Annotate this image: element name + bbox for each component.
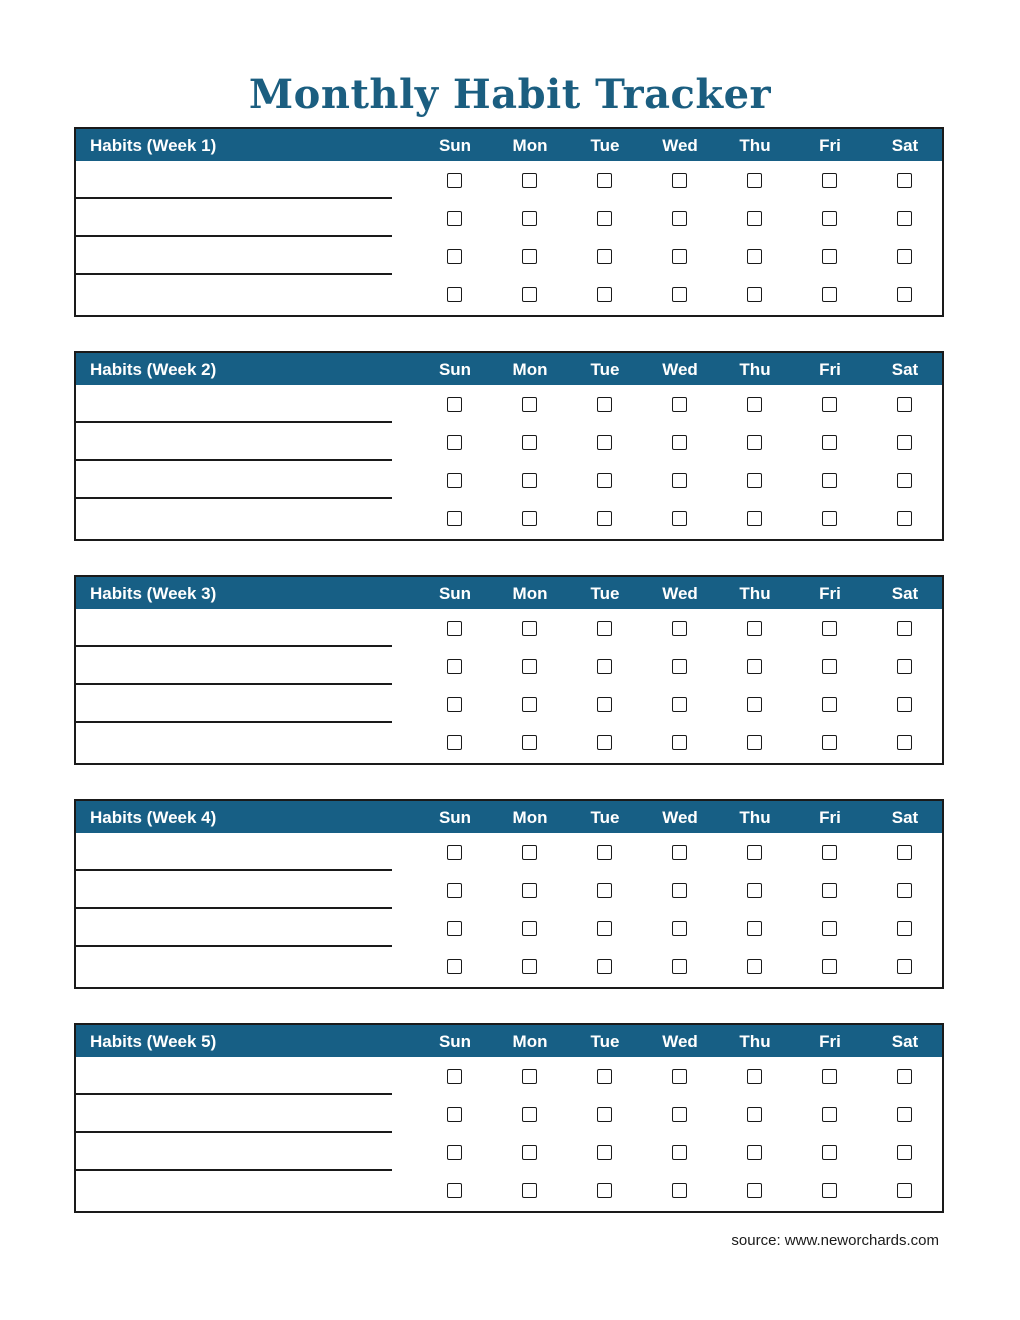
checkbox-sat[interactable] [897,287,912,302]
checkbox-sat[interactable] [897,735,912,750]
checkbox-fri[interactable] [822,845,837,860]
checkbox-sun[interactable] [447,621,462,636]
checkbox-tue[interactable] [597,1069,612,1084]
checkbox-sat[interactable] [897,659,912,674]
checkbox-wed[interactable] [672,735,687,750]
checkbox-wed[interactable] [672,621,687,636]
checkbox-wed[interactable] [672,921,687,936]
checkbox-wed[interactable] [672,211,687,226]
checkbox-mon[interactable] [522,735,537,750]
habit-row [76,423,942,461]
checkbox-wed[interactable] [672,1183,687,1198]
checkbox-tue[interactable] [597,845,612,860]
checkbox-wed[interactable] [672,249,687,264]
checkbox-fri[interactable] [822,173,837,188]
checkbox-fri[interactable] [822,735,837,750]
checkbox-thu[interactable] [747,697,762,712]
habit-row [76,609,942,647]
checkbox-thu[interactable] [747,621,762,636]
day-label-sun: Sun [438,136,472,155]
source-note: source: www.neworchards.com [731,1232,939,1249]
checkbox-sat[interactable] [897,473,912,488]
habit-row [76,723,942,763]
week-table [74,575,944,765]
checkbox-sun[interactable] [447,697,462,712]
checkbox-tue[interactable] [597,921,612,936]
checkbox-tue[interactable] [597,397,612,412]
checkbox-wed[interactable] [672,845,687,860]
checkbox-thu[interactable] [747,173,762,188]
day-label-wed: Wed [662,360,698,379]
day-label-fri: Fri [819,136,841,155]
habit-row [76,685,942,723]
day-label-sun: Sun [438,808,472,827]
checkbox-thu[interactable] [747,1145,762,1160]
checkbox-sat[interactable] [897,621,912,636]
checkbox-fri[interactable] [822,959,837,974]
checkbox-thu[interactable] [747,921,762,936]
checkbox-tue[interactable] [597,473,612,488]
checkbox-tue[interactable] [597,621,612,636]
day-label-mon: Mon [512,808,548,827]
checkbox-wed[interactable] [672,697,687,712]
day-label-mon: Mon [512,136,548,155]
checkbox-thu[interactable] [747,1107,762,1122]
week-header [76,353,942,385]
checkbox-sun[interactable] [447,211,462,226]
day-label-tue: Tue [590,1032,620,1051]
week-habits-title: Habits (Week 2) [90,360,217,379]
checkbox-wed[interactable] [672,435,687,450]
checkbox-fri[interactable] [822,1107,837,1122]
checkbox-fri[interactable] [822,621,837,636]
checkbox-tue[interactable] [597,173,612,188]
day-label-thu: Thu [739,808,771,827]
checkbox-sun[interactable] [447,287,462,302]
checkbox-thu[interactable] [747,511,762,526]
checkbox-thu[interactable] [747,435,762,450]
day-label-sat: Sat [891,136,919,155]
habit-row [76,499,942,539]
habit-row [76,461,942,499]
checkbox-mon[interactable] [522,173,537,188]
checkbox-thu[interactable] [747,1069,762,1084]
checkbox-thu[interactable] [747,397,762,412]
day-label-mon: Mon [512,584,548,603]
checkbox-thu[interactable] [747,473,762,488]
checkbox-sun[interactable] [447,435,462,450]
checkbox-mon[interactable] [522,397,537,412]
checkbox-sun[interactable] [447,511,462,526]
day-label-mon: Mon [512,1032,548,1051]
checkbox-mon[interactable] [522,249,537,264]
checkbox-sun[interactable] [447,1107,462,1122]
checkbox-thu[interactable] [747,959,762,974]
day-label-wed: Wed [662,808,698,827]
day-label-sun: Sun [438,360,472,379]
checkbox-sun[interactable] [447,173,462,188]
checkbox-mon[interactable] [522,473,537,488]
checkbox-tue[interactable] [597,1107,612,1122]
checkbox-sat[interactable] [897,435,912,450]
checkbox-wed[interactable] [672,173,687,188]
day-label-wed: Wed [662,1032,698,1051]
habit-row [76,1057,942,1095]
checkbox-tue[interactable] [597,1145,612,1160]
checkbox-fri[interactable] [822,1183,837,1198]
checkbox-tue[interactable] [597,287,612,302]
habit-row [76,909,942,947]
checkbox-sun[interactable] [447,1145,462,1160]
checkbox-fri[interactable] [822,397,837,412]
checkbox-fri[interactable] [822,1069,837,1084]
checkbox-tue[interactable] [597,1183,612,1198]
day-label-thu: Thu [739,136,771,155]
checkbox-mon[interactable] [522,697,537,712]
checkbox-sat[interactable] [897,1107,912,1122]
habit-row [76,1133,942,1171]
habit-name-field[interactable] [76,499,392,539]
checkbox-sat[interactable] [897,397,912,412]
checkbox-sat[interactable] [897,883,912,898]
checkbox-tue[interactable] [597,959,612,974]
checkbox-wed[interactable] [672,959,687,974]
checkbox-mon[interactable] [522,1069,537,1084]
day-label-thu: Thu [739,360,771,379]
week-header [76,129,942,161]
day-label-tue: Tue [590,136,620,155]
checkbox-sat[interactable] [897,249,912,264]
page-title: Monthly Habit Tracker [248,71,772,118]
habit-name-field[interactable] [76,947,392,987]
checkbox-fri[interactable] [822,435,837,450]
checkbox-thu[interactable] [747,287,762,302]
checkbox-tue[interactable] [597,435,612,450]
checkbox-sun[interactable] [447,249,462,264]
checkbox-tue[interactable] [597,883,612,898]
habit-name-field[interactable] [76,1171,392,1211]
day-label-fri: Fri [819,360,841,379]
checkbox-sat[interactable] [897,511,912,526]
week-habits-title: Habits (Week 5) [90,1032,217,1051]
checkbox-sun[interactable] [447,845,462,860]
checkbox-fri[interactable] [822,473,837,488]
habit-row [76,833,942,871]
checkbox-mon[interactable] [522,287,537,302]
checkbox-mon[interactable] [522,511,537,526]
habit-row [76,871,942,909]
week-table [74,127,944,317]
habit-row [76,237,942,275]
checkbox-sun[interactable] [447,883,462,898]
checkbox-wed[interactable] [672,1145,687,1160]
checkbox-tue[interactable] [597,211,612,226]
checkbox-sat[interactable] [897,959,912,974]
habit-row [76,385,942,423]
checkbox-thu[interactable] [747,249,762,264]
checkbox-fri[interactable] [822,211,837,226]
checkbox-mon[interactable] [522,921,537,936]
checkbox-wed[interactable] [672,1069,687,1084]
checkbox-tue[interactable] [597,735,612,750]
habit-row [76,161,942,199]
day-label-tue: Tue [590,584,620,603]
week-habits-title: Habits (Week 3) [90,584,217,603]
checkbox-thu[interactable] [747,845,762,860]
day-label-fri: Fri [819,808,841,827]
checkbox-mon[interactable] [522,1145,537,1160]
checkbox-wed[interactable] [672,397,687,412]
habit-row [76,275,942,315]
day-label-wed: Wed [662,584,698,603]
day-label-fri: Fri [819,584,841,603]
checkbox-thu[interactable] [747,211,762,226]
week-table [74,799,944,989]
week-table [74,1023,944,1213]
checkbox-mon[interactable] [522,659,537,674]
checkbox-mon[interactable] [522,435,537,450]
checkbox-wed[interactable] [672,511,687,526]
checkbox-fri[interactable] [822,921,837,936]
habit-row [76,199,942,237]
week-header [76,1025,942,1057]
day-label-tue: Tue [590,360,620,379]
checkbox-sat[interactable] [897,697,912,712]
checkbox-thu[interactable] [747,883,762,898]
checkbox-sat[interactable] [897,173,912,188]
day-label-sat: Sat [891,1032,919,1051]
day-label-tue: Tue [590,808,620,827]
checkbox-mon[interactable] [522,959,537,974]
day-label-thu: Thu [739,584,771,603]
checkbox-wed[interactable] [672,1107,687,1122]
checkbox-sat[interactable] [897,1069,912,1084]
checkbox-thu[interactable] [747,1183,762,1198]
checkbox-sat[interactable] [897,211,912,226]
checkbox-fri[interactable] [822,659,837,674]
week-habits-title: Habits (Week 4) [90,808,217,827]
checkbox-sat[interactable] [897,845,912,860]
checkbox-tue[interactable] [597,697,612,712]
week-header [76,577,942,609]
checkbox-sun[interactable] [447,735,462,750]
checkbox-fri[interactable] [822,249,837,264]
checkbox-mon[interactable] [522,883,537,898]
week-habits-title: Habits (Week 1) [90,136,217,155]
checkbox-sat[interactable] [897,921,912,936]
checkbox-mon[interactable] [522,211,537,226]
checkbox-tue[interactable] [597,511,612,526]
checkbox-sun[interactable] [447,959,462,974]
checkbox-fri[interactable] [822,883,837,898]
checkbox-thu[interactable] [747,659,762,674]
week-header [76,801,942,833]
checkbox-mon[interactable] [522,621,537,636]
checkbox-fri[interactable] [822,511,837,526]
checkbox-fri[interactable] [822,697,837,712]
checkbox-sun[interactable] [447,659,462,674]
habit-row [76,1095,942,1133]
day-label-sat: Sat [891,584,919,603]
checkbox-fri[interactable] [822,287,837,302]
day-label-sun: Sun [438,584,472,603]
checkbox-sun[interactable] [447,1069,462,1084]
day-label-sat: Sat [891,808,919,827]
habit-name-field[interactable] [76,723,392,763]
checkbox-mon[interactable] [522,845,537,860]
checkbox-sun[interactable] [447,921,462,936]
checkbox-tue[interactable] [597,659,612,674]
checkbox-wed[interactable] [672,883,687,898]
week-table [74,351,944,541]
checkbox-sun[interactable] [447,473,462,488]
checkbox-sun[interactable] [447,1183,462,1198]
day-label-sat: Sat [891,360,919,379]
day-label-sun: Sun [438,1032,472,1051]
checkbox-sun[interactable] [447,397,462,412]
checkbox-fri[interactable] [822,1145,837,1160]
habit-row [76,947,942,987]
checkbox-mon[interactable] [522,1107,537,1122]
checkbox-thu[interactable] [747,735,762,750]
day-label-fri: Fri [819,1032,841,1051]
checkbox-mon[interactable] [522,1183,537,1198]
habit-name-field[interactable] [76,275,392,315]
checkbox-wed[interactable] [672,659,687,674]
checkbox-sat[interactable] [897,1183,912,1198]
habit-row [76,647,942,685]
day-label-wed: Wed [662,136,698,155]
checkbox-tue[interactable] [597,249,612,264]
habit-row [76,1171,942,1211]
checkbox-sat[interactable] [897,1145,912,1160]
checkbox-wed[interactable] [672,473,687,488]
day-label-thu: Thu [739,1032,771,1051]
day-label-mon: Mon [512,360,548,379]
checkbox-wed[interactable] [672,287,687,302]
